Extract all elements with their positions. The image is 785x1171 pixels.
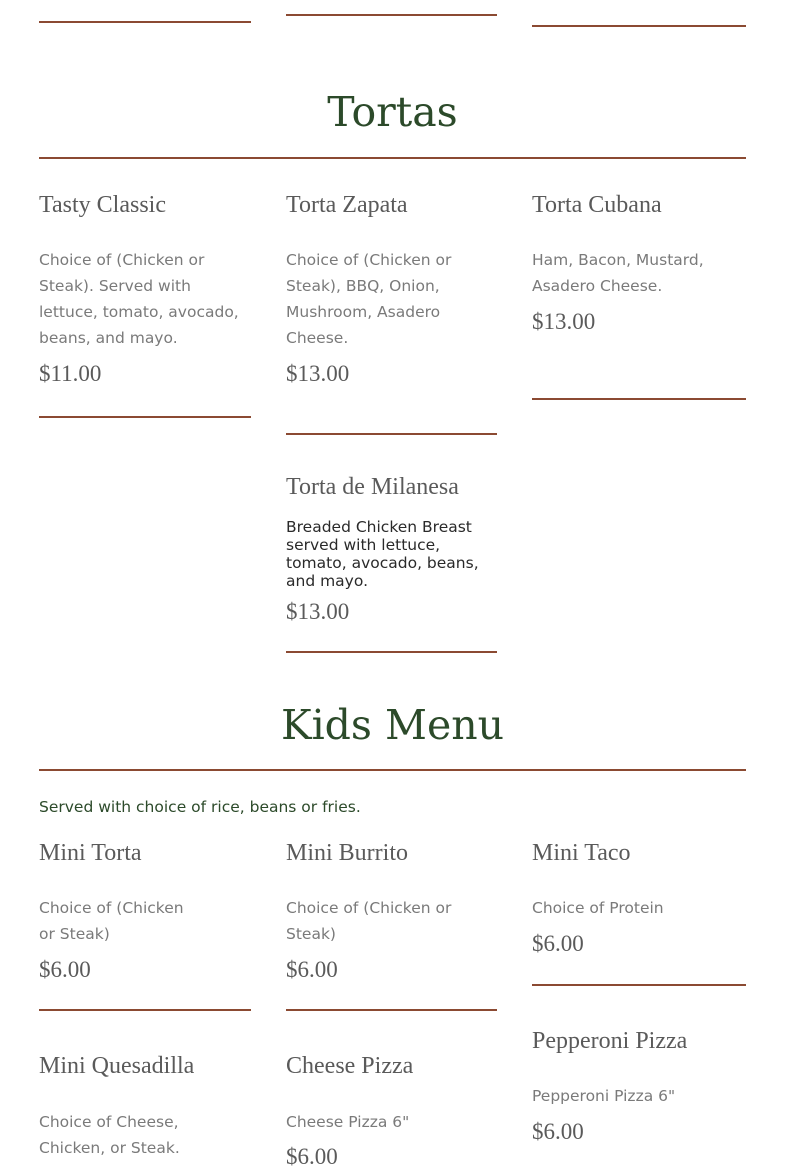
item-name: Torta Cubana bbox=[532, 192, 662, 218]
item-price: $6.00 bbox=[39, 957, 91, 982]
item-price: $6.00 bbox=[532, 931, 584, 956]
divider bbox=[532, 398, 746, 400]
item-price: $6.00 bbox=[286, 1144, 338, 1169]
item-price: $11.00 bbox=[39, 361, 102, 386]
item-price: $13.00 bbox=[286, 599, 350, 624]
item-name: Mini Burrito bbox=[286, 840, 409, 866]
item-description: Choice of (Chicken or Steak) bbox=[286, 899, 452, 943]
item-price: $6.00 bbox=[286, 957, 338, 982]
item-description: Choice of Protein bbox=[532, 899, 664, 917]
divider bbox=[39, 416, 251, 418]
item-description: Pepperoni Pizza 6" bbox=[532, 1087, 676, 1105]
item-price: $6.00 bbox=[532, 1119, 584, 1144]
divider bbox=[286, 651, 497, 653]
item-description: Choice of (Chicken or Steak) bbox=[39, 899, 184, 943]
section-divider bbox=[39, 157, 746, 159]
divider bbox=[286, 1009, 497, 1011]
item-name: Mini Torta bbox=[39, 840, 142, 866]
item-description: Cheese Pizza 6" bbox=[286, 1113, 410, 1131]
item-name: Mini Taco bbox=[532, 840, 631, 866]
divider bbox=[286, 433, 497, 435]
section-title-tortas: Tortas bbox=[327, 88, 458, 136]
divider bbox=[532, 984, 746, 986]
item-description: Breaded Chicken Breast served with lettuce, tomato, avocado, beans, and mayo. bbox=[286, 518, 479, 590]
section-title-kids-menu: Kids Menu bbox=[280, 701, 505, 749]
item-description: Ham, Bacon, Mustard, Asadero Cheese. bbox=[532, 251, 704, 295]
divider bbox=[39, 21, 251, 23]
divider bbox=[286, 14, 497, 16]
item-name: Cheese Pizza bbox=[286, 1053, 414, 1079]
item-name: Pepperoni Pizza bbox=[532, 1028, 688, 1054]
item-description: Choice of (Chicken or Steak). Served with lettuce, tomato, avocado, beans, and mayo. bbox=[39, 251, 239, 347]
item-price: $13.00 bbox=[532, 309, 596, 334]
item-description: Choice of (Chicken or Steak), BBQ, Onion, Mushroom, Asadero Cheese. bbox=[286, 251, 452, 347]
item-description: Choice of Cheese, Chicken, or Steak. bbox=[39, 1113, 180, 1157]
item-name: Tasty Classic bbox=[39, 192, 166, 218]
item-price: $13.00 bbox=[286, 361, 350, 386]
divider bbox=[39, 1009, 251, 1011]
section-divider bbox=[39, 769, 746, 771]
item-name: Torta de Milanesa bbox=[286, 474, 459, 500]
divider bbox=[532, 25, 746, 27]
item-name: Torta Zapata bbox=[286, 192, 408, 218]
section-note: Served with choice of rice, beans or fries. bbox=[39, 798, 361, 816]
item-name: Mini Quesadilla bbox=[39, 1053, 195, 1079]
